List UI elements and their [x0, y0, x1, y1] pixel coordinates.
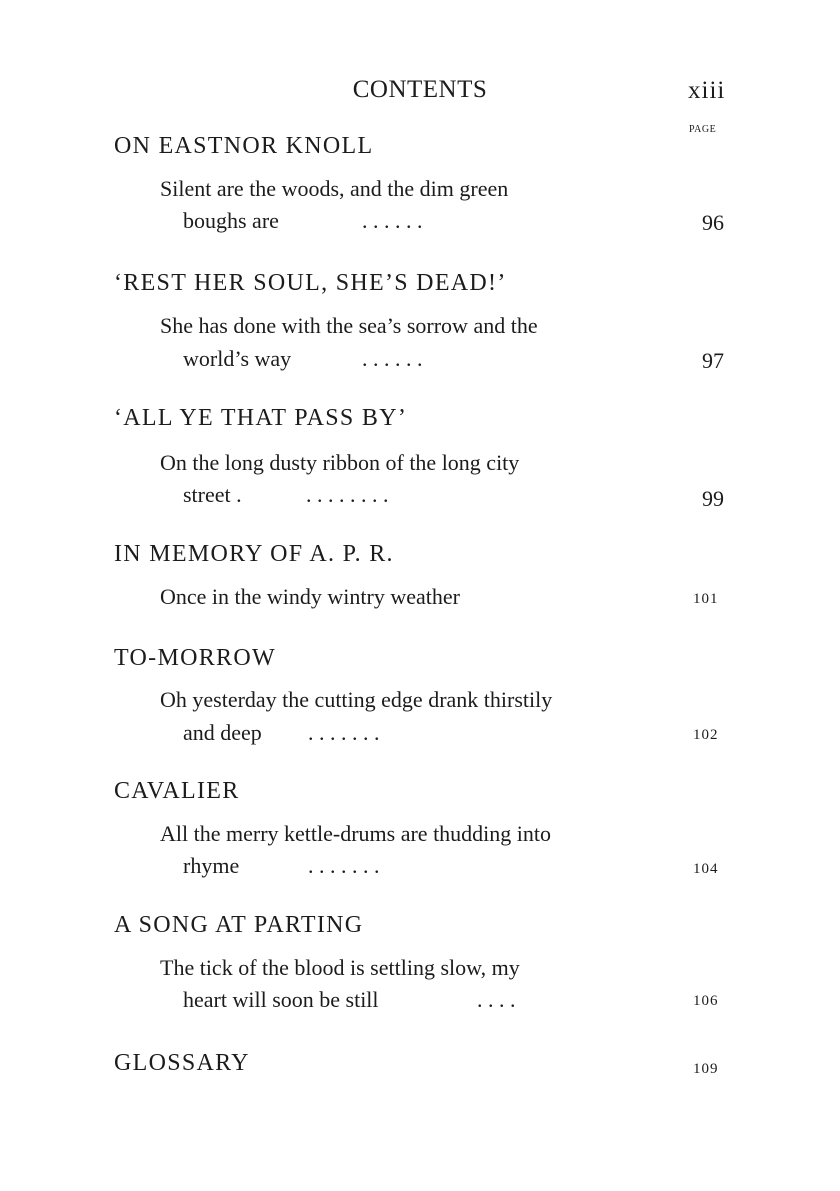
toc-heading-song-at-parting[interactable]: A SONG AT PARTING [114, 912, 364, 938]
toc-first-line-cont: and deep [183, 720, 262, 745]
toc-first-line: All the merry kettle-drums are thudding into [160, 821, 552, 846]
toc-first-line: Silent are the woods, and the dim green [160, 176, 509, 201]
toc-heading-to-morrow[interactable]: TO-MORROW [114, 645, 276, 671]
page-column-label: PAGE [689, 124, 717, 135]
page-title: CONTENTS [352, 76, 488, 103]
toc-heading-eastnor-knoll[interactable]: ON EASTNOR KNOLL [114, 133, 374, 159]
toc-first-line: Once in the windy wintry weather [160, 584, 460, 609]
toc-page-number[interactable]: 102 [693, 727, 719, 743]
toc-first-line-cont: boughs are [183, 208, 279, 233]
toc-first-line: The tick of the blood is settling slow, my [160, 955, 520, 980]
toc-page-number[interactable]: 106 [693, 993, 719, 1009]
toc-first-line-cont: world’s way [183, 346, 292, 371]
toc-first-line: Oh yesterday the cutting edge drank thirstily [160, 687, 553, 712]
page-number: xiii [688, 77, 726, 104]
toc-page-number[interactable]: 96 [702, 210, 724, 235]
toc-leader-dots: . . . . . . . [308, 720, 380, 745]
toc-leader-dots: . . . . . . . [308, 853, 380, 878]
toc-heading-all-ye-that-pass-by[interactable]: ‘ALL YE THAT PASS BY’ [114, 405, 408, 431]
toc-heading-glossary[interactable]: GLOSSARY [114, 1050, 250, 1076]
toc-heading-cavalier[interactable]: CAVALIER [114, 778, 240, 804]
toc-page-number[interactable]: 97 [702, 348, 724, 373]
toc-leader-dots: . . . . . . . . [306, 482, 389, 507]
toc-page-number[interactable]: 109 [693, 1061, 719, 1077]
toc-leader-dots: . . . . . . [362, 346, 423, 371]
toc-first-line-cont: heart will soon be still [183, 987, 379, 1012]
toc-leader-dots: . . . . . . [362, 208, 423, 233]
toc-page-number[interactable]: 99 [702, 486, 724, 511]
toc-heading-rest-her-soul[interactable]: ‘REST HER SOUL, SHE’S DEAD!’ [114, 270, 507, 296]
toc-page-number[interactable]: 104 [693, 861, 719, 877]
toc-first-line: She has done with the sea’s sorrow and the [160, 313, 538, 338]
toc-first-line: On the long dusty ribbon of the long city [160, 450, 520, 475]
toc-leader-dots: . . . . [477, 987, 516, 1012]
toc-page-number[interactable]: 101 [693, 591, 719, 607]
toc-first-line-cont: rhyme [183, 853, 240, 878]
toc-heading-in-memory[interactable]: IN MEMORY OF A. P. R. [114, 541, 394, 567]
toc-first-line-cont: street . [183, 482, 242, 507]
